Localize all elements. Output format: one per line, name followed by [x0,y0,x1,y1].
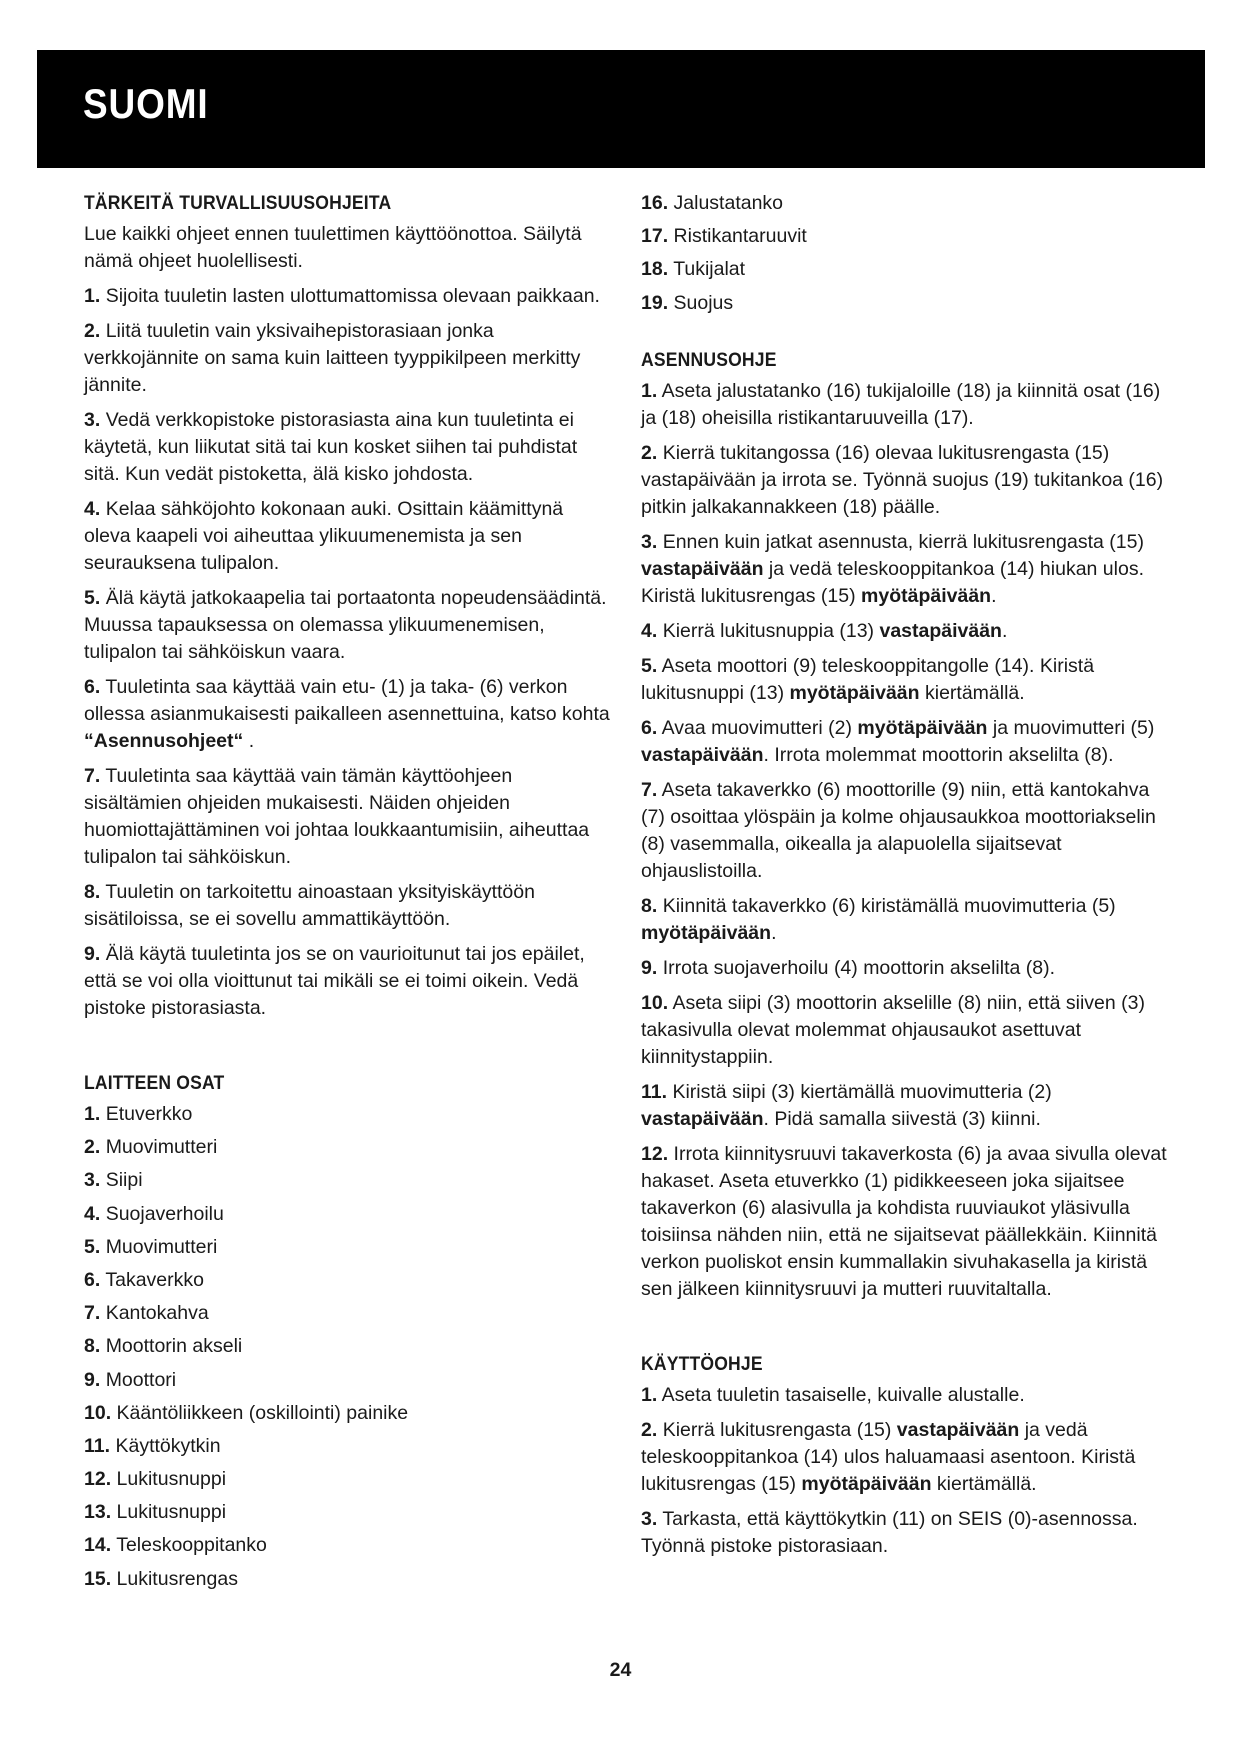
usage-section [641,1353,1171,1560]
list-item: 2. Muovimutteri [84,1136,218,1159]
list-item: 4. Kelaa sähköjohto kokonaan auki. Osittain käämittynä oleva kaapeli voi aiheuttaa ylikuumenemista ja sen seurauksena tulipalon. [84,498,564,574]
page-number: 24 [609,1659,632,1681]
list-item: 5. Älä käytä jatkokaapelia tai portaatonta nopeudensäädintä. Muussa tapauksessa on olemassa ylikuumenemisen, tulipalon tai sähköiskun vaara. [84,587,607,663]
list-item: 18. Tukijalat [641,258,746,281]
list-item: 8. Tuuletin on tarkoitettu ainoastaan yksityiskäyttöön sisätiloissa, se ei sovellu ammattikäyttöön. [84,881,535,930]
list-item: 2. Kierrä tukitangossa (16) olevaa lukitusrengasta (15) vastapäivään ja irrota se. Työnnä suojus (19) tukitankoa (16) pitkin jalkakannakkeen (18) päälle. [641,441,1164,518]
list-item: 4. Kierrä lukitusnuppia (13) vastapäivään. [641,619,1008,642]
section-title: TÄRKEITÄ TURVALLISUUSOHJEITA [84,192,392,214]
list-item: 14. Teleskooppitanko [84,1534,267,1557]
list-item: 13. Lukitusnuppi [84,1501,227,1524]
list-item: 11. Käyttökytkin [84,1434,221,1457]
list-item: 8. Kiinnitä takaverkko (6) kiristämällä muovimutteria (5) myötäpäivään. [641,894,1116,944]
list-item: 3. Vedä verkkopistoke pistorasiasta aina kun tuuletinta ei käytetä, kun liikutat sitä tai kun kosket siihen tai puhdistat sitä. Kun vedät pistoketta, älä kisko johdosta. [84,409,578,485]
list-item: 6. Takaverkko [84,1268,204,1291]
list-item: 2. Kierrä lukitusrengasta (15) vastapäivään ja vedä teleskooppitankoa (14) ulos haluamaasi asentoon. Kiristä lukitusrengas (15) myötäpäivään kiertämällä. [641,1418,1136,1495]
list-item: 6. Avaa muovimutteri (2) myötäpäivään ja muovimutteri (5) vastapäivään. Irrota molemmat moottorin akselilta (8). [641,716,1155,766]
safety-intro: Lue kaikki ohjeet ennen tuulettimen käyttöönottoa. Säilytä nämä ohjeet huolellisesti. [84,223,582,272]
list-item: 8. Moottorin akseli [84,1335,243,1358]
list-item: 3. Tarkasta, että käyttökytkin (11) on SEIS (0)-asennossa. Työnnä pistoke pistorasiaan. [641,1507,1138,1557]
list-item: 3. Siipi [84,1169,143,1192]
list-item: 7. Aseta takaverkko (6) moottorille (9) niin, että kantokahva (7) osoittaa ylöspäin ja kolme ohjausaukkoa moottoriakselin (8) vasemmalla, oikealla ja alapuolella sijaitsevat ohjauslistoilla. [641,778,1156,882]
list-item: 17. Ristikantaruuvit [641,225,807,248]
list-item: 12. Irrota kiinnitysruuvi takaverkosta (6) ja avaa sivulla olevat hakaset. Aseta etuverkko (1) pidikkeeseen joka sijaitsee takaverkon (6) alasivulla ja kohdista ruuviaukot yläsivulla toisiinsa nähden niin, että ne sijaitsevat päällekkäin. Kiinnitä verkon puoliskot ensin kummallakin sivuhakasella ja kiristä sen jälkeen kiinnitysruuvi ja mutteri ruuvitaltalla. [641,1142,1167,1300]
section-title: LAITTEEN OSAT [84,1072,225,1094]
list-item: 16. Jalustatanko [641,192,784,214]
safety-section [84,192,614,1022]
list-item: 19. Suojus [641,291,734,314]
header-banner [37,50,1205,168]
list-item: 9. Irrota suojaverhoilu (4) moottorin akselilta (8). [641,956,1056,979]
reference-bold: “Asennusohjeet“ [84,730,244,752]
list-item: 1. Aseta tuuletin tasaiselle, kuivalle alustalle. [641,1383,1025,1406]
list-item: 12. Lukitusnuppi [84,1468,227,1491]
list-item: 11. Kiristä siipi (3) kiertämällä muovimutteria (2) vastapäivään. Pidä samalla siivestä (3) kiinni. [641,1080,1052,1130]
list-item: 15. Lukitusrengas [84,1567,238,1590]
page-title: SUOMI [83,80,209,127]
section-title: KÄYTTÖOHJE [641,1352,763,1375]
list-item: 7. Tuuletinta saa käyttää vain tämän käyttöohjeen sisältämien ohjeiden mukaisesti. Näiden ohjeiden huomiottajättäminen voi johtaa loukkaantumisiin, aiheuttaa tulipalon tai sähköiskun. [84,765,590,868]
list-item: 3. Ennen kuin jatkat asennusta, kierrä lukitusrengasta (15) vastapäivään ja vedä teleskooppitankoa (14) hiukan ulos. Kiristä lukitusrengas (15) myötäpäivään. [641,530,1144,607]
list-item: 1. Aseta jalustatanko (16) tukijaloille (18) ja kiinnitä osat (16) ja (18) oheisilla ristikantaruuveilla (17). [641,379,1161,429]
list-item: 5. Aseta moottori (9) teleskooppitangolle (14). Kiristä lukitusnuppi (13) myötäpäivään kiertämällä. [641,654,1095,704]
list-item: 9. Moottori [84,1368,177,1391]
list-item: 9. Älä käytä tuuletinta jos se on vaurioitunut tai jos epäilet, että se voi olla vioittunut tai mikäli se ei toimi oikein. Vedä pistoke pistorasiasta. [84,943,585,1019]
list-item: 4. Suojaverhoilu [84,1202,224,1225]
list-item: 10. Kääntöliikkeen (oskillointi) painike [84,1401,409,1424]
assembly-section [641,349,1171,1303]
parts-continued [641,190,1171,317]
list-item: 10. Aseta siipi (3) moottorin akselille (8) niin, että siiven (3) takasivulla olevat molemmat ohjausaukot asettuvat kiinnitystappiin. [641,991,1145,1068]
list-item: 6. Tuuletinta saa käyttää vain etu- (1) ja taka- (6) verkon ollessa asianmukaisesti paikalleen asennettuina, katso kohta “Asennusohjeet“ . [84,676,610,752]
left-column [84,192,614,1599]
parts-section [84,1072,614,1593]
right-column [641,190,1171,1568]
list-item: 1. Sijoita tuuletin lasten ulottumattomissa olevaan paikkaan. [84,285,600,307]
list-item: 5. Muovimutteri [84,1235,218,1258]
list-item: 7. Kantokahva [84,1302,209,1325]
section-title: ASENNUSOHJE [641,348,777,371]
list-item: 2. Liitä tuuletin vain yksivaihepistorasiaan jonka verkkojännite on sama kuin laitteen tyyppikilpeen merkitty jännite. [84,320,581,396]
list-item: 1. Etuverkko [84,1103,193,1125]
